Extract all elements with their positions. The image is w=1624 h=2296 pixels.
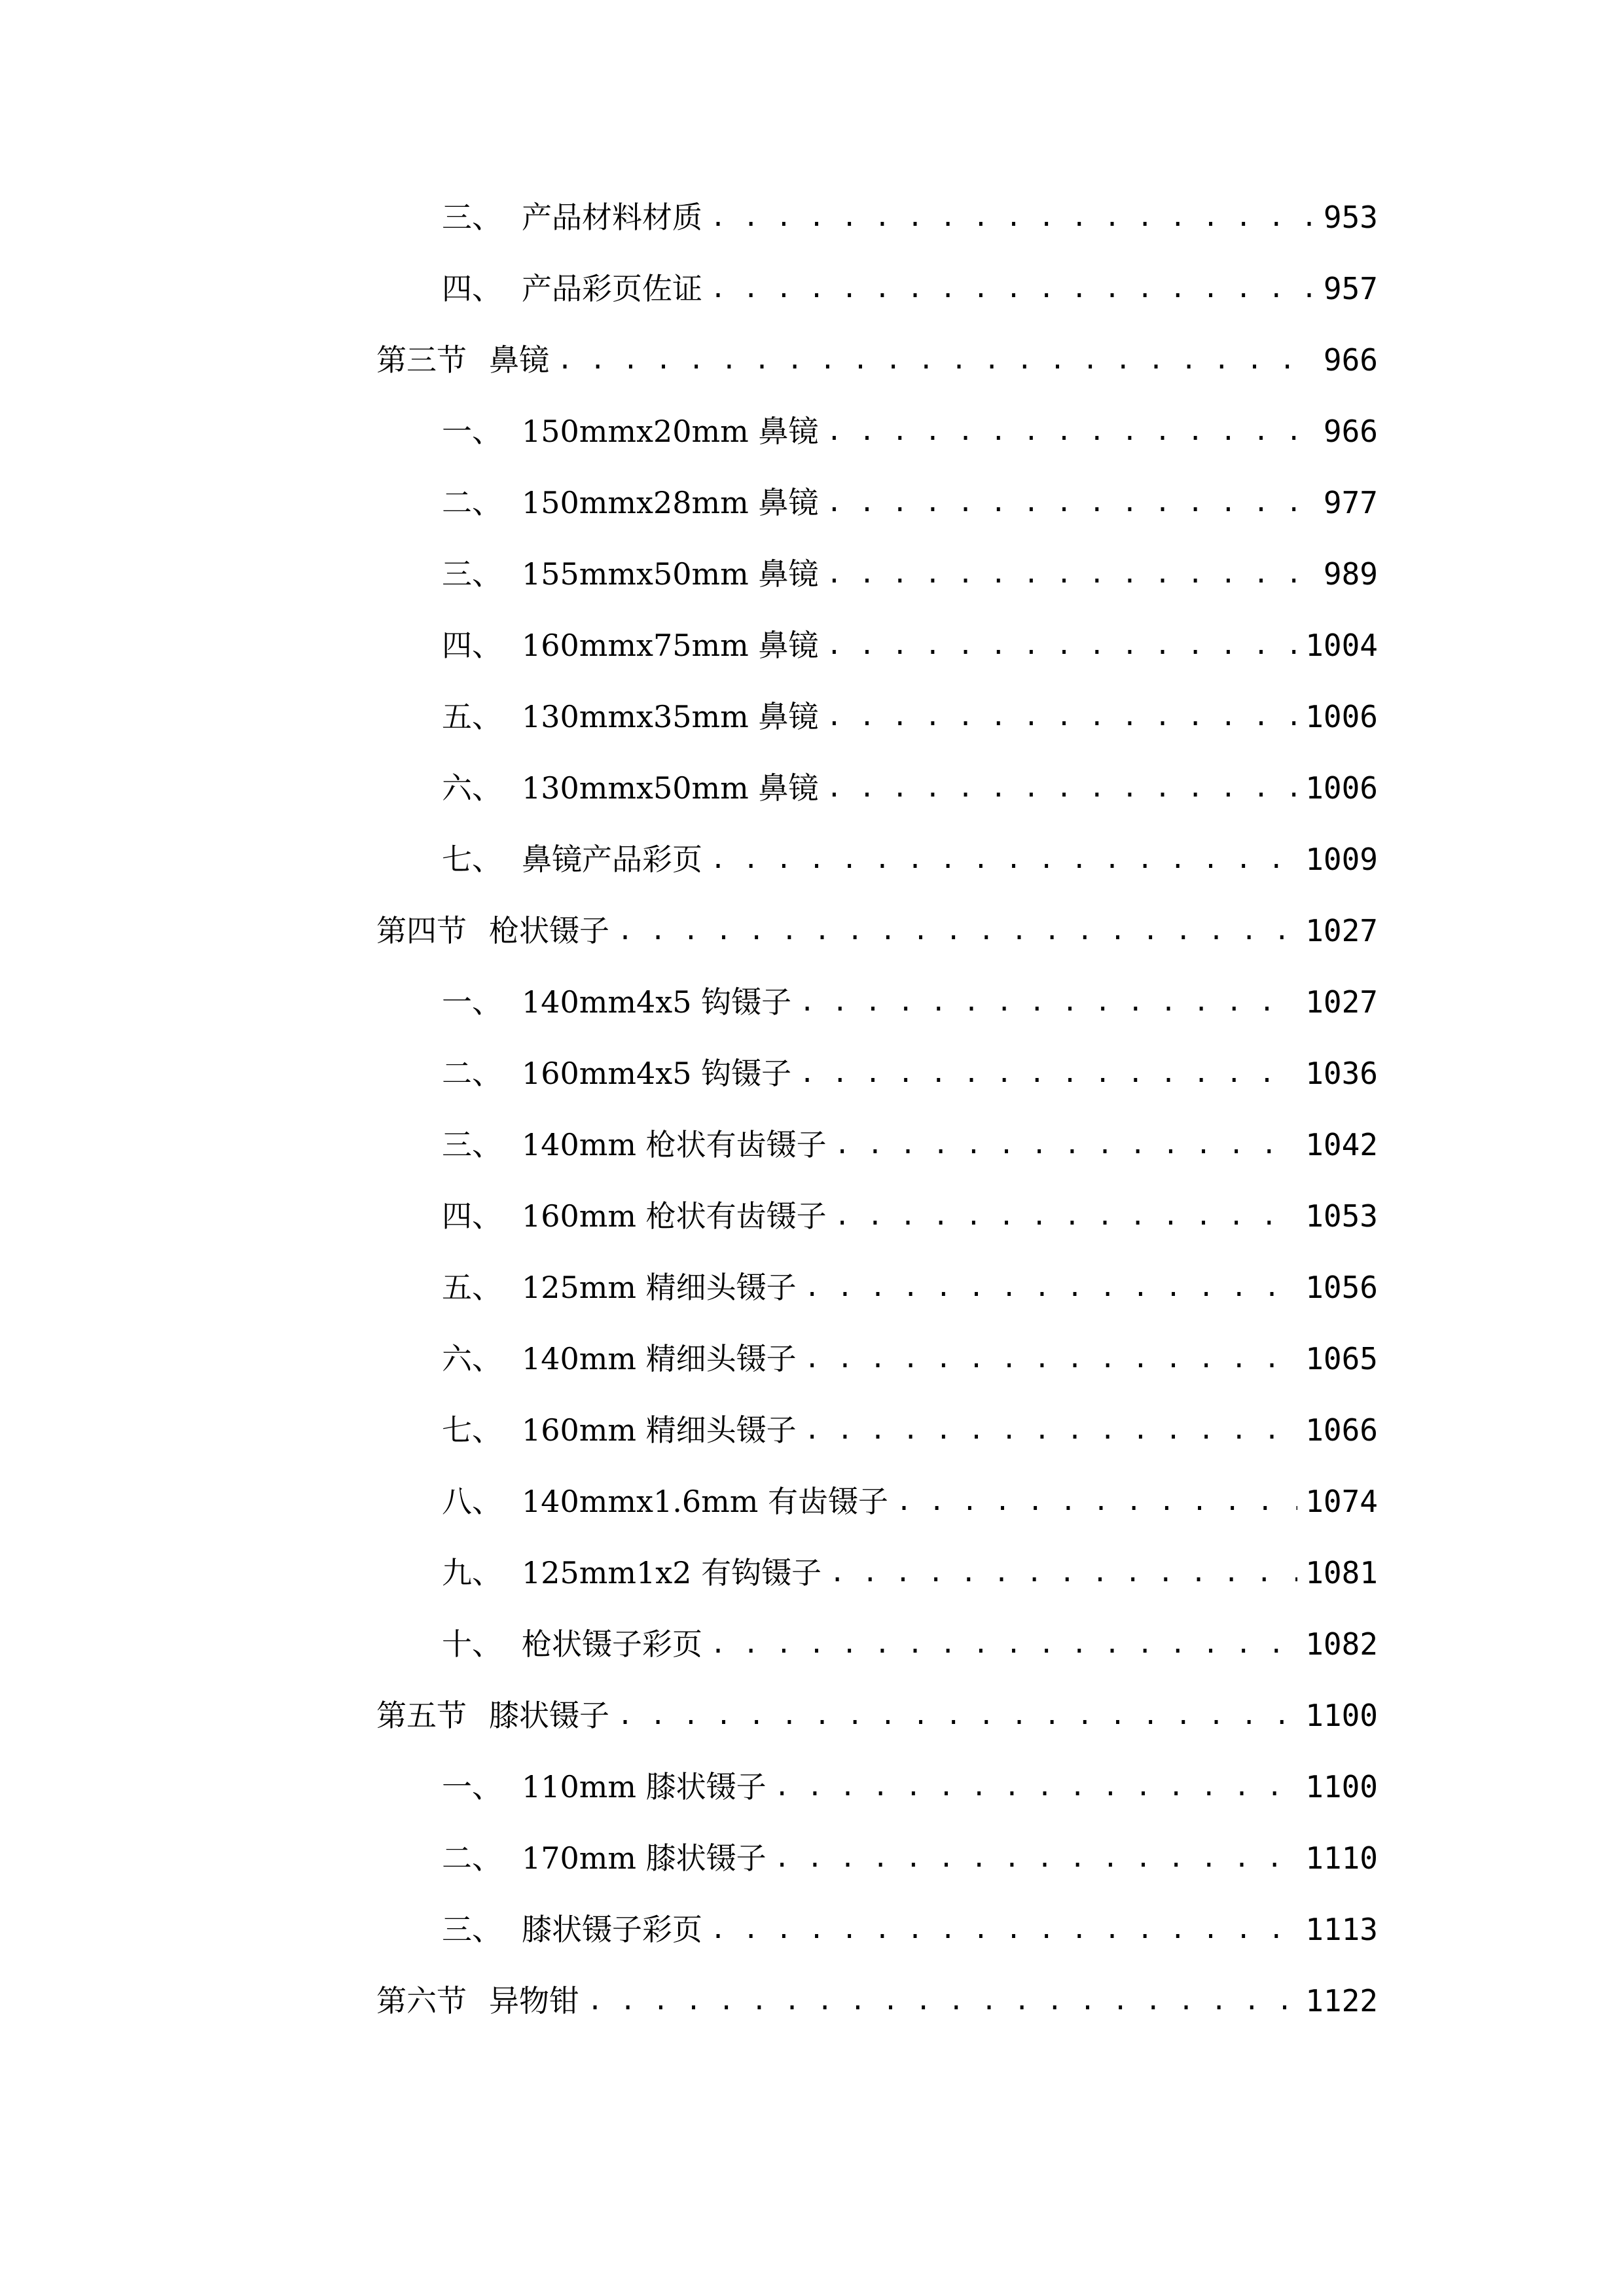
toc-entry[interactable] [442,1761,1378,1813]
toc-dot-leader [710,1916,1297,1943]
toc-entry[interactable] [442,1903,1378,1956]
toc-entry-number: 一、 [442,414,502,449]
toc-section-title: 异物钳 [489,1983,579,2018]
toc-entry-number: 二、 [442,1840,502,1876]
toc-dot-leader [617,1702,1297,1729]
toc-entry-number: 二、 [442,1056,502,1091]
toc-dot-leader [710,276,1316,302]
toc-dot-leader [835,1132,1298,1158]
toc-entry-title: 170mm 膝状镊子 [522,1840,767,1876]
toc-entry-title: 110mm 膝状镊子 [522,1769,767,1804]
toc-entry[interactable] [442,262,1378,315]
toc-entry-page: 1066 [1305,1412,1378,1448]
toc-entry-page: 989 [1323,556,1378,592]
toc-entry-page: 1074 [1305,1484,1378,1519]
toc-entry[interactable] [442,1475,1378,1528]
toc-entry-title: 125mm 精细头镊子 [522,1270,797,1305]
toc-entry-page: 1110 [1305,1840,1378,1876]
toc-entry-page: 953 [1323,200,1378,235]
toc-entry-page: 1036 [1305,1056,1378,1091]
toc-entry-number: 三、 [442,1127,502,1162]
toc-entry-title: 150mmx28mm 鼻镜 [522,485,819,520]
toc-entry-title: 160mm 枪状有齿镊子 [522,1198,827,1234]
toc-entry-title: 140mmx1.6mm 有齿镊子 [522,1484,888,1519]
toc-entry-number: 四、 [442,271,502,306]
toc-entry-title: 150mmx20mm 鼻镜 [522,414,819,449]
toc-entry-number: 一、 [442,984,502,1020]
toc-entry-title: 鼻镜产品彩页 [522,842,702,877]
toc-entry-title: 140mm4x5 钩镊子 [522,984,792,1020]
toc-section-title: 枪状镊子 [489,913,609,948]
toc-section-entry[interactable] [376,1975,1378,2027]
toc-entry-page: 1053 [1305,1198,1378,1234]
toc-entry-number: 七、 [442,842,502,877]
toc-entry-number: 四、 [442,628,502,663]
toc-entry[interactable] [442,833,1378,886]
toc-entry-title: 130mmx50mm 鼻镜 [522,770,819,806]
toc-entry-number: 五、 [442,1270,502,1305]
toc-entry[interactable] [442,1047,1378,1100]
toc-section-number: 第六节 [376,1983,467,2018]
toc-entry[interactable] [442,548,1378,600]
toc-entry-number: 六、 [442,1341,502,1376]
toc-entry-page: 1006 [1305,770,1378,806]
toc-section-entry[interactable] [376,905,1378,957]
toc-entry-title: 140mm 枪状有齿镊子 [522,1127,827,1162]
toc-entry-number: 二、 [442,485,502,520]
toc-entry-title: 枪状镊子彩页 [522,1626,702,1662]
toc-entry-number: 三、 [442,200,502,235]
toc-dot-leader [710,204,1316,230]
toc-entry-number: 一、 [442,1769,502,1804]
toc-entry[interactable] [442,1333,1378,1385]
toc-entry-page: 1042 [1305,1127,1378,1162]
toc-entry-page: 957 [1323,271,1378,306]
toc-entry-page: 1009 [1305,842,1378,877]
toc-entry-number: 九、 [442,1555,502,1590]
toc-entry-page: 1082 [1305,1626,1378,1662]
toc-entry[interactable] [442,1832,1378,1884]
toc-dot-leader [804,1417,1298,1443]
toc-section-page: 1027 [1305,913,1378,948]
toc-dot-leader [826,632,1297,658]
toc-section-page: 1122 [1305,1983,1378,2018]
toc-entry[interactable] [442,405,1378,457]
toc-entry[interactable] [442,619,1378,672]
toc-entry-title: 160mmx75mm 鼻镜 [522,628,819,663]
toc-entry[interactable] [442,1404,1378,1456]
toc-section-page: 966 [1323,342,1378,378]
toc-entry-number: 六、 [442,770,502,806]
toc-entry[interactable] [442,1190,1378,1242]
toc-entry[interactable] [442,762,1378,814]
toc-entry-number: 五、 [442,699,502,734]
toc-entry-title: 产品彩页佐证 [522,271,702,306]
toc-entry-title: 160mm4x5 钩镊子 [522,1056,792,1091]
toc-entry-page: 1081 [1305,1555,1378,1590]
toc-dot-leader [804,1346,1298,1372]
toc-entry[interactable] [442,476,1378,529]
toc-dot-leader [774,1774,1298,1800]
toc-entry[interactable] [442,1547,1378,1599]
toc-dot-leader [896,1488,1297,1515]
toc-entry-title: 155mmx50mm 鼻镜 [522,556,819,592]
toc-section-entry[interactable] [376,334,1378,386]
toc-section-number: 第五节 [376,1698,467,1733]
toc-section-number: 第三节 [376,342,467,378]
toc-entry[interactable] [442,1119,1378,1171]
toc-entry-number: 八、 [442,1484,502,1519]
toc-section-entry[interactable] [376,1689,1378,1742]
toc-entry-page: 1056 [1305,1270,1378,1305]
toc-entry-title: 膝状镊子彩页 [522,1912,702,1947]
toc-entry-page: 1004 [1305,628,1378,663]
toc-section-page: 1100 [1305,1698,1378,1733]
toc-section-number: 第四节 [376,913,467,948]
toc-dot-leader [557,347,1316,373]
toc-entry-page: 1027 [1305,984,1378,1020]
toc-entry-page: 977 [1323,485,1378,520]
toc-dot-leader [587,1988,1297,2014]
toc-entry-page: 1006 [1305,699,1378,734]
toc-entry-page: 1113 [1305,1912,1378,1947]
toc-dot-leader [829,1560,1297,1586]
toc-entry-number: 七、 [442,1412,502,1448]
toc-entry-title: 140mm 精细头镊子 [522,1341,797,1376]
toc-entry-number: 十、 [442,1626,502,1662]
toc-entry[interactable] [442,1261,1378,1314]
toc-dot-leader [774,1845,1298,1871]
toc-entry-title: 125mm1x2 有钩镊子 [522,1555,822,1590]
toc-entry-title: 产品材料材质 [522,200,702,235]
toc-dot-leader [799,989,1297,1015]
toc-section-title: 膝状镊子 [489,1698,609,1733]
toc-entry-title: 160mm 精细头镊子 [522,1412,797,1448]
toc-section-title: 鼻镜 [489,342,549,378]
toc-dot-leader [826,775,1297,801]
toc-entry[interactable] [442,191,1378,243]
toc-dot-leader [799,1060,1297,1086]
toc-dot-leader [710,1631,1297,1657]
toc-entry-title: 130mmx35mm 鼻镜 [522,699,819,734]
toc-dot-leader [826,561,1316,587]
toc-dot-leader [710,846,1297,872]
toc-entry-page: 966 [1323,414,1378,449]
toc-entry-number: 三、 [442,556,502,592]
toc-entry[interactable] [442,1618,1378,1670]
toc-entry[interactable] [442,976,1378,1028]
toc-dot-leader [617,918,1297,944]
toc-dot-leader [804,1274,1298,1300]
toc-dot-leader [835,1203,1298,1229]
toc-dot-leader [826,704,1297,730]
toc-dot-leader [826,418,1316,444]
toc-entry-page: 1065 [1305,1341,1378,1376]
toc-dot-leader [826,490,1316,516]
toc-entry[interactable] [442,691,1378,743]
toc-entry-page: 1100 [1305,1769,1378,1804]
toc-entry-number: 四、 [442,1198,502,1234]
toc-entry-number: 三、 [442,1912,502,1947]
